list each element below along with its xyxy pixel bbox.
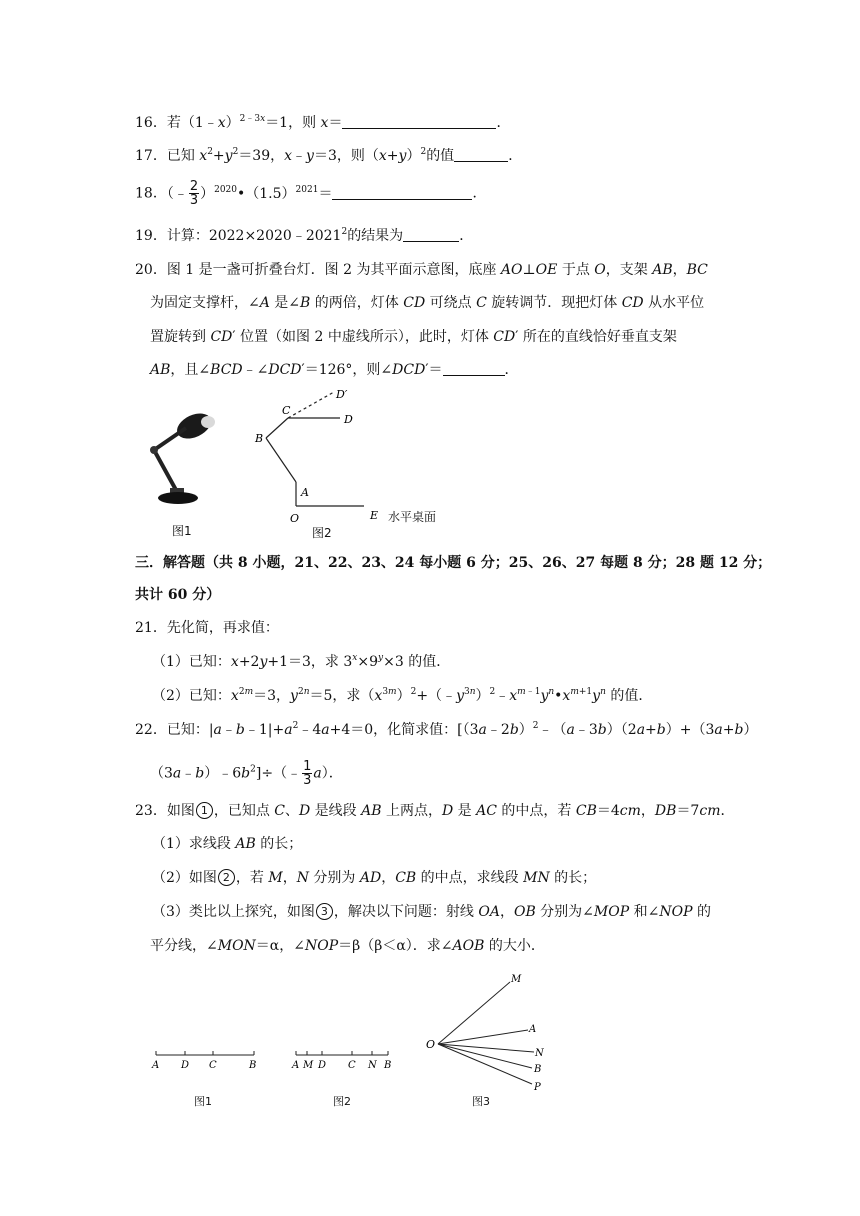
fig1-label-a: A	[152, 1060, 160, 1071]
point-a: A	[301, 486, 309, 499]
q19-answer-blank[interactable]	[403, 227, 459, 242]
fig1-label-b: B	[249, 1060, 257, 1071]
question-16: 16．若（1﹣x）$^{2﹣3x}$＝1，则 x＝ ．	[135, 114, 511, 131]
segment-figure-2	[290, 1048, 400, 1072]
q23-number: 23．	[135, 803, 167, 819]
question-19: 19．计算：$2022\times 2020﹣2021^2$的结果为 ．	[135, 227, 474, 244]
fig3-label-m: M	[511, 974, 522, 985]
fraction-one-third: $\frac{1}{3}$	[303, 759, 312, 788]
fraction-two-thirds: $\frac{2}{3}$	[189, 179, 199, 208]
q20-line2: 为固定支撑杆，∠A 是∠B 的两倍，灯体 CD 可绕点 C 旋转调节．现把灯体 CD 从水平位	[150, 295, 705, 311]
q21-part1: （1）已知：x+2y+1＝3，求 $3^x\times 9^y\times 3$ 的值．	[152, 653, 451, 670]
q20-line4: AB，且∠BCD﹣∠DCD′＝126°，则∠DCD′＝ ．	[150, 362, 519, 378]
point-d: D	[344, 413, 353, 426]
q23-part3-cont: 平分线，∠MON＝α，∠NOP＝β（β＜α）．求∠AOB 的大小．	[150, 938, 545, 954]
q17-text: 已知 $x^2+y^2=39$，x﹣y＝3，则$(x+y)^2$的值	[166, 147, 455, 164]
q17-number: 17．	[135, 148, 167, 164]
question-20-line1	[135, 260, 860, 280]
fig3-label-b: B	[534, 1064, 542, 1075]
q20-line1: 图 1 是一盏可折叠台灯．图 2 为其平面示意图，底座 AO⊥OE 于点 O，支架 AB，BC	[166, 262, 708, 278]
fig2-label-m: M	[303, 1060, 314, 1071]
q23-part3: （3）类比以上探究，如图 3 ，解决以下问题：射线 OA，OB 分别为∠MOP 和∠NOP 的	[152, 904, 711, 920]
q23-part2: （2）如图 2 ，若 M，N 分别为 AD，CB 的中点，求线段 MN 的长；	[152, 870, 597, 886]
section-3-heading-cont: 共计 60 分）	[135, 587, 221, 603]
section-3-heading: 三．解答题（共 8 小题，21、22、23、24 每小题 6 分；25、26、27 每题 8 分；28 题 12 分；	[135, 555, 772, 571]
fig3-label-p: P	[534, 1082, 541, 1093]
q21-number: 21．	[135, 620, 167, 636]
fig2-label-d: D	[318, 1060, 327, 1071]
q20-line3: 置旋转到 CD′ 位置（如图 2 中虚线所示），此时，灯体 CD′ 所在的直线恰好垂直支架	[150, 329, 677, 345]
q16-text: 若（1﹣x）$^{2﹣3x}$＝1，则 x＝	[166, 114, 343, 131]
fig2-label-c: C	[348, 1060, 356, 1071]
q23-figure-2-caption: 图2	[333, 1095, 351, 1108]
q18-number: 18．	[135, 185, 167, 202]
fig3-label-n: N	[535, 1048, 544, 1059]
q18-answer-blank[interactable]	[332, 185, 472, 200]
q22-number: 22．	[135, 722, 167, 738]
q23-part1: （1）求线段 AB 的长；	[152, 836, 303, 852]
fig1-label-c: C	[209, 1060, 217, 1071]
fig1-label-d: D	[181, 1060, 190, 1071]
point-c: C	[282, 404, 291, 417]
q19-number: 19．	[135, 228, 167, 244]
figure-2-caption: 图2	[312, 526, 332, 540]
q20-answer-blank[interactable]	[443, 361, 505, 376]
q23-figure-3-caption: 图3	[472, 1095, 490, 1108]
q16-answer-blank[interactable]	[342, 114, 496, 129]
q20-number: 20．	[135, 262, 167, 278]
q23-figure-1-caption: 图1	[194, 1095, 212, 1108]
rays-figure-3	[420, 966, 560, 1096]
desk-surface-label: 水平桌面	[388, 510, 437, 524]
point-d-prime: D′	[336, 388, 348, 401]
question-22	[135, 720, 860, 740]
point-o: O	[290, 512, 300, 525]
q23-line1: 如图 1 ，已知点 C、D 是线段 AB 上两点，D 是 AC 的中点，若 CB＝4cm，DB＝7cm．	[166, 803, 735, 819]
lamp-diagram	[250, 386, 450, 526]
fig2-label-b: B	[384, 1060, 392, 1071]
lamp-icon	[150, 408, 215, 504]
figure-1-caption: 图1	[172, 524, 192, 538]
q21-title: 先化简，再求值：	[166, 620, 279, 636]
q17-answer-blank[interactable]	[454, 147, 508, 162]
fig2-label-n: N	[368, 1060, 377, 1071]
q22-line2: $(3a﹣b)﹣6b^2]\div(﹣$ $\frac{1}{3}$ a）．	[150, 759, 343, 788]
q19-text: 计算：$2022\times 2020﹣2021^2$的结果为	[166, 227, 404, 244]
point-b: B	[255, 432, 264, 445]
question-17: 17．已知 $x^2+y^2=39$，x﹣y＝3，则$(x+y)^2$的值 ．	[135, 147, 523, 164]
fig2-label-a: A	[292, 1060, 300, 1071]
fig3-label-a: A	[529, 1024, 537, 1035]
question-23	[135, 801, 860, 821]
question-18: 18．（﹣ $\frac{2}{3}$ ）$^{2020}•(1.5)^{2021}=$ ．	[135, 179, 487, 208]
q21-part2: （2）已知：$x^{2m}=3$，$y^{2n}=5$，求$(x^{3m})^2+(﹣y^{3n})^2﹣x^{m﹣1}y^n•x^{m+1}y^n$ 的值．	[152, 687, 653, 704]
question-21	[135, 618, 860, 638]
fig3-label-o: O	[426, 1038, 436, 1051]
desk-lamp-image	[142, 398, 224, 510]
q16-number: 16．	[135, 115, 167, 131]
q18-text: （﹣ $\frac{2}{3}$ ）$^{2020}•(1.5)^{2021}=$	[166, 179, 333, 208]
segment-figure-1	[150, 1048, 265, 1072]
q22-line1: 已知：$|a﹣b﹣1|+a^2﹣4a+4=0$，化简求值：[（3a﹣2b）$^2$﹣（a﹣3b）（2a+b）+（3a+b）	[166, 721, 758, 738]
point-e: E	[370, 509, 379, 522]
